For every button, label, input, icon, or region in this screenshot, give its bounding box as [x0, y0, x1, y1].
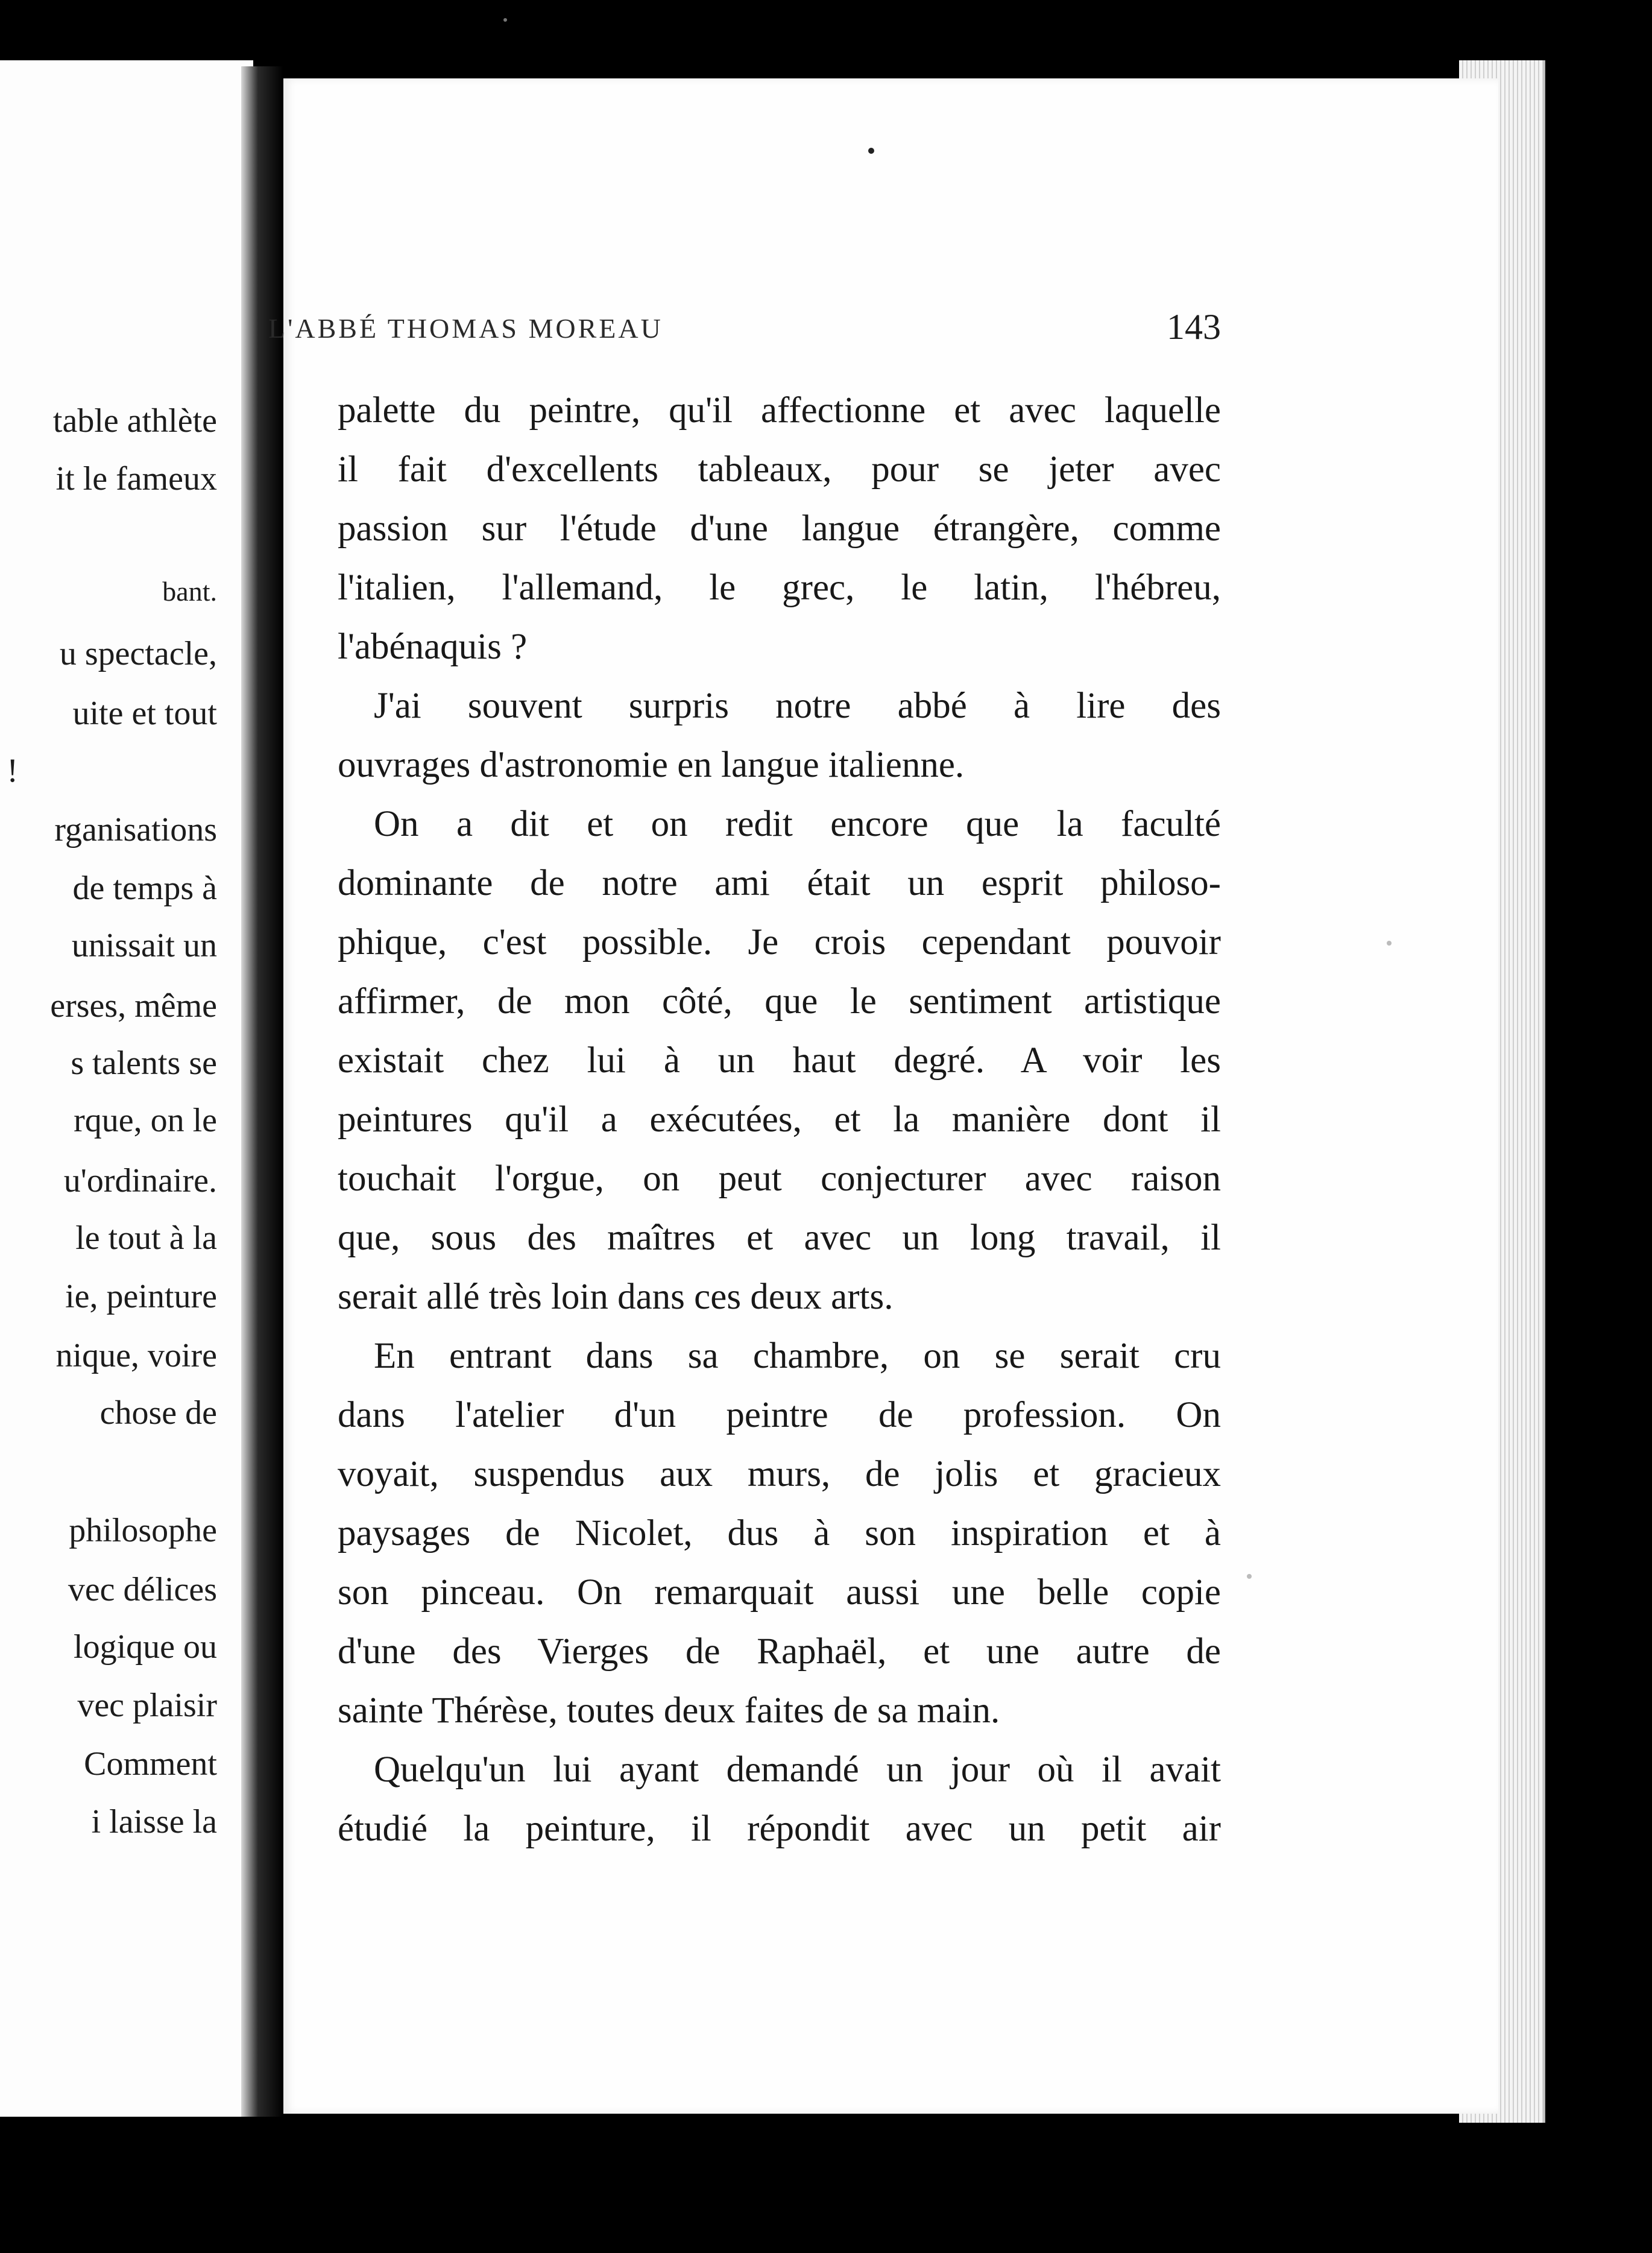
text-line: serait allé très loin dans ces deux arts. — [338, 1277, 894, 1317]
left-line: table athlète — [52, 402, 217, 440]
scan-speck — [1247, 1574, 1252, 1579]
text-line: touchait l'orgue, on peut conjecturer avec raison — [338, 1158, 1221, 1199]
left-line: ie, peinture — [65, 1278, 217, 1315]
text-line: l'italien, l'allemand, le grec, le latin, l'hébreu, — [338, 567, 1221, 608]
text-line: l'abénaquis ? — [338, 627, 528, 667]
left-line: erses, même — [50, 987, 217, 1025]
text-line: Quelqu'un lui ayant demandé un jour où il avait — [374, 1749, 1221, 1790]
book-gutter — [241, 66, 283, 2117]
text-line: palette du peintre, qu'il affectionne et avec laquelle — [338, 390, 1221, 431]
left-line: uite et tout — [72, 695, 217, 732]
left-line: logique ou — [74, 1628, 217, 1666]
left-line: rganisations — [54, 811, 217, 848]
text-line: voyait, suspendus aux murs, de jolis et gracieux — [338, 1454, 1221, 1494]
left-line: bant. — [162, 576, 217, 607]
text-line: il fait d'excellents tableaux, pour se jeter avec — [338, 449, 1221, 490]
left-line: i laisse la — [91, 1803, 217, 1841]
text-line: phique, c'est possible. Je crois cependant pouvoir — [338, 922, 1221, 962]
text-line: que, sous des maîtres et avec un long travail, il — [338, 1218, 1221, 1258]
left-line: u spectacle, — [59, 635, 217, 672]
page-number: 143 — [1167, 307, 1221, 347]
text-line: En entrant dans sa chambre, on se serait cru — [374, 1336, 1221, 1376]
text-line: paysages de Nicolet, dus à son inspiration et à — [338, 1513, 1221, 1553]
left-line: chose de — [99, 1394, 217, 1432]
previous-page — [0, 60, 253, 2117]
left-line: rque, on le — [74, 1102, 217, 1139]
left-line: de temps à — [72, 870, 217, 907]
left-line: s talents se — [71, 1044, 217, 1082]
text-line: son pinceau. On remarquait aussi une belle copie — [338, 1572, 1221, 1613]
text-line: ouvrages d'astronomie en langue italienne. — [338, 745, 965, 785]
text-line: d'une des Vierges de Raphaël, et une autre de — [338, 1631, 1221, 1672]
scan-speck — [503, 18, 507, 22]
text-line: étudié la peinture, il répondit avec un petit air — [338, 1809, 1221, 1849]
left-line: ! — [7, 752, 18, 789]
left-line: vec plaisir — [77, 1687, 217, 1724]
text-line: On a dit et on redit encore que la faculté — [374, 804, 1221, 844]
left-line: vec délices — [68, 1571, 217, 1608]
text-line: J'ai souvent surpris notre abbé à lire des — [374, 686, 1221, 726]
scan-speck — [868, 148, 874, 154]
text-line: dans l'atelier d'un peintre de profession. On — [338, 1395, 1221, 1435]
text-line: sainte Thérèse, toutes deux faites de sa main. — [338, 1690, 1000, 1731]
running-title: L'ABBÉ THOMAS MOREAU — [268, 313, 663, 344]
left-line: unissait un — [71, 927, 217, 964]
left-line: u'ordinaire. — [63, 1162, 217, 1199]
left-line: le tout à la — [75, 1219, 217, 1257]
text-line: affirmer, de mon côté, que le sentiment artistique — [338, 981, 1221, 1022]
left-line: philosophe — [69, 1512, 217, 1549]
text-line: dominante de notre ami était un esprit philoso- — [338, 863, 1221, 903]
scan-speck — [1387, 941, 1392, 946]
left-line: nique, voire — [55, 1337, 217, 1374]
text-line: passion sur l'étude d'une langue étrangère, comme — [338, 508, 1221, 549]
text-line: existait chez lui à un haut degré. A voir les — [338, 1040, 1221, 1081]
text-line: peintures qu'il a exécutées, et la manière dont il — [338, 1099, 1221, 1140]
running-head — [268, 241, 1221, 347]
left-line: it le fameux — [55, 460, 217, 498]
left-line: Comment — [84, 1745, 217, 1783]
